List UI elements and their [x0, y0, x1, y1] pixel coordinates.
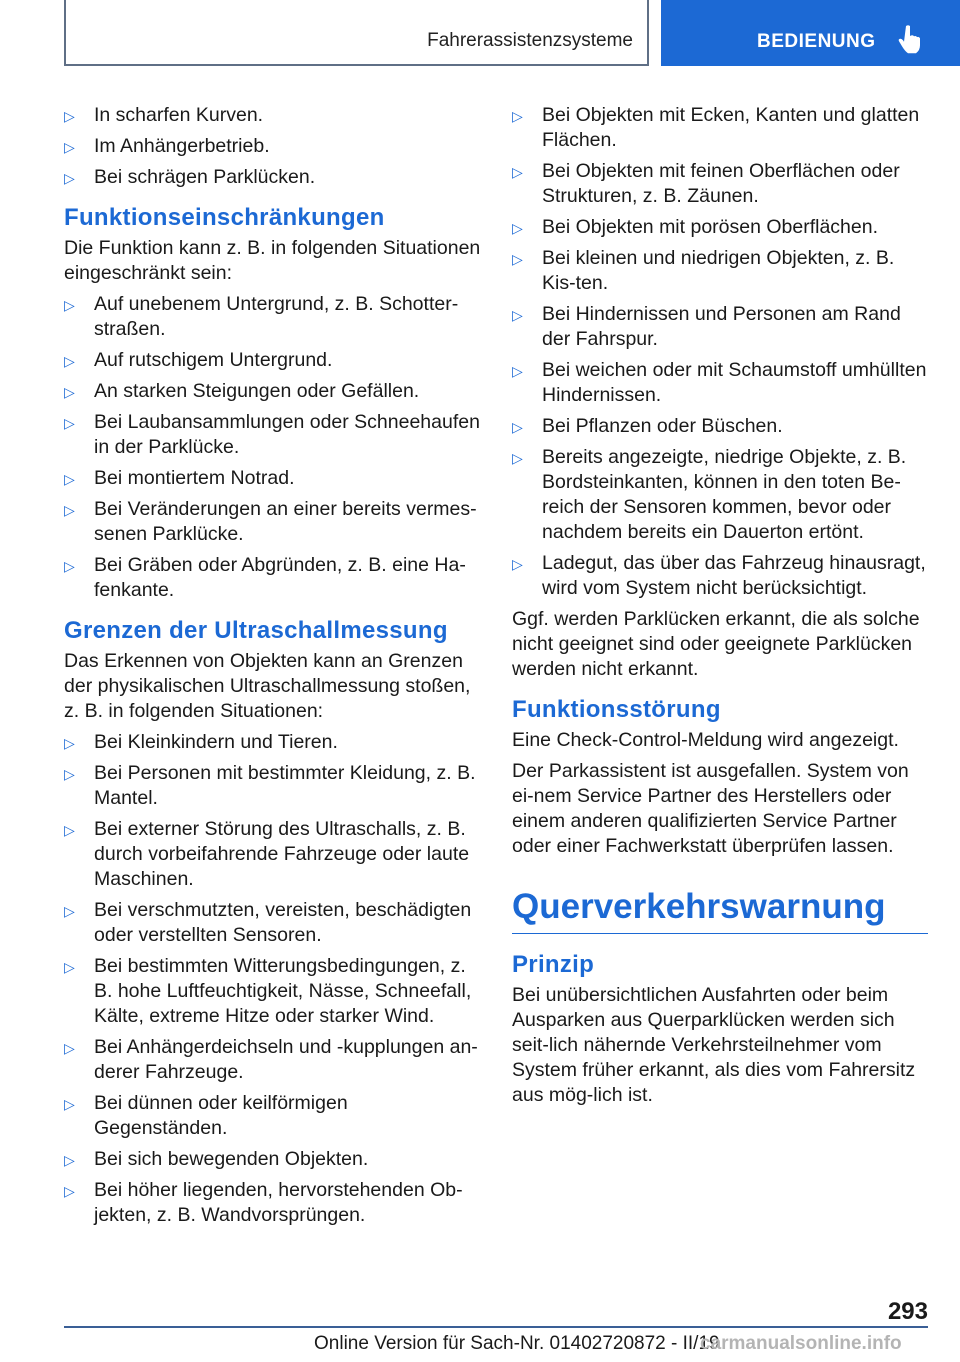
left-column	[64, 103, 482, 1234]
bullet-arrow-icon: ▷	[64, 1040, 75, 1056]
section-title: Fahrerassistenzsysteme	[427, 30, 633, 51]
header-chapter-box[interactable]	[661, 0, 960, 66]
malfunction-heading: Funktionsstörung	[512, 696, 721, 723]
bullet-arrow-icon: ▷	[64, 108, 75, 124]
bullet-arrow-icon: ▷	[64, 1096, 75, 1112]
ultrasonic-intro: Das Erkennen von Objekten kann an Grenzen der physikalischen Ultraschallmessung stoßen, z. B. in folgenden Situationen:	[64, 650, 471, 722]
bullet-arrow-icon: ▷	[64, 903, 75, 919]
chapter-title: BEDIENUNG	[757, 31, 876, 52]
bullet-arrow-icon: ▷	[64, 139, 75, 155]
list-item: ▷ Bei Personen mit bestimmter Kleidung, z. B. Mantel.	[64, 762, 476, 809]
bullet-arrow-icon: ▷	[64, 959, 75, 975]
list-item: ▷ Bereits angezeigte, niedrige Objekte, z. B. Bordsteinkanten, können in den toten Be-reich der Sensoren kommen, bevor oder nachdem bereits ein Dauerton ertönt.	[512, 446, 907, 543]
malfunction-para-2: Der Parkassistent ist ausgefallen. System von ei-nem Service Partner des Herstellers oder einem anderen qualifizierten Service Partner oder einer Fachwerkstatt überprüfen lassen.	[512, 760, 909, 857]
bullet-arrow-icon: ▷	[64, 558, 75, 574]
bullet-arrow-icon: ▷	[64, 353, 75, 369]
list-item: ▷ Bei verschmutzten, vereisten, beschädigten oder verstellten Sensoren.	[64, 899, 472, 946]
page-number: 293	[887, 1298, 928, 1325]
list-item: ▷ Bei bestimmten Witterungsbedingungen, z. B. hohe Luftfeuchtigkeit, Nässe, Schneefall, Kälte, extreme Hitze oder starker Wind.	[64, 955, 472, 1027]
list-item: ▷ Bei höher liegenden, hervorstehenden Ob-jekten, z. B. Wandvorsprüngen.	[64, 1179, 463, 1226]
list-item: ▷ Bei schrägen Parklücken.	[64, 165, 482, 190]
list-item: ▷ Ladegut, das über das Fahrzeug hinausragt, wird vom System nicht berücksichtigt.	[512, 552, 926, 599]
list-item: ▷ Bei dünnen oder keilförmigen Gegenständen.	[64, 1092, 348, 1139]
bullet-arrow-icon: ▷	[512, 556, 523, 572]
list-item: ▷ Bei kleinen und niedrigen Objekten, z. B. Kis-ten.	[512, 247, 895, 294]
list-item: ▷ Auf rutschigem Untergrund.	[64, 348, 482, 373]
objects-bullet-list	[512, 103, 928, 601]
online-version-text: Online Version für Sach-Nr. 01402720872 - II/19	[314, 1333, 720, 1354]
bullet-arrow-icon: ▷	[512, 450, 523, 466]
list-item: ▷ Bei Objekten mit feinen Oberflächen oder Strukturen, z. B. Zäunen.	[512, 160, 900, 207]
list-item: ▷ Bei montiertem Notrad.	[64, 466, 482, 491]
limits-heading: Funktionseinschränkungen	[64, 204, 385, 231]
list-item: ▷ Bei Gräben oder Abgründen, z. B. eine Ha-fenkante.	[64, 554, 466, 601]
bullet-arrow-icon: ▷	[64, 384, 75, 400]
list-item: ▷ Bei Veränderungen an einer bereits vermes-senen Parklücke.	[64, 498, 477, 545]
pointing-hand-icon	[897, 24, 923, 54]
bullet-arrow-icon: ▷	[64, 735, 75, 751]
cross-traffic-title: Querverkehrswarnung	[512, 865, 928, 934]
list-item: ▷ Bei Objekten mit porösen Oberflächen.	[512, 215, 928, 240]
list-item: ▷ In scharfen Kurven.	[64, 103, 482, 128]
bullet-arrow-icon: ▷	[64, 170, 75, 186]
bullet-arrow-icon: ▷	[64, 502, 75, 518]
list-item: ▷ Bei Kleinkindern und Tieren.	[64, 730, 482, 755]
footer-divider	[64, 1326, 928, 1328]
ultrasonic-bullet-list	[64, 730, 482, 1228]
right-column	[512, 103, 928, 1114]
list-item: ▷ Auf unebenem Untergrund, z. B. Schotter-straßen.	[64, 293, 459, 340]
list-item: ▷ Im Anhängerbetrieb.	[64, 134, 482, 159]
bullet-arrow-icon: ▷	[64, 822, 75, 838]
list-item: ▷ Bei Objekten mit Ecken, Kanten und glatten Flächen.	[512, 104, 920, 151]
ultrasonic-heading: Grenzen der Ultraschallmessung	[64, 617, 448, 644]
watermark: carmanualsonline.info	[700, 1333, 902, 1354]
list-item: ▷ Bei Hindernissen und Personen am Rand der Fahrspur.	[512, 303, 901, 350]
bullet-arrow-icon: ▷	[64, 1152, 75, 1168]
limits-bullet-list	[64, 292, 482, 603]
list-item: ▷ An starken Steigungen oder Gefällen.	[64, 379, 482, 404]
bullet-arrow-icon: ▷	[512, 164, 523, 180]
intro-bullet-list	[64, 103, 482, 190]
list-item: ▷ Bei externer Störung des Ultraschalls, z. B. durch vorbeifahrende Fahrzeuge oder laute Maschinen.	[64, 818, 470, 890]
bullet-arrow-icon: ▷	[512, 363, 523, 379]
bullet-arrow-icon: ▷	[512, 220, 523, 236]
detection-note: Ggf. werden Parklücken erkannt, die als solche nicht geeignet sind oder geeignete Parklücken werden nicht erkannt.	[512, 608, 920, 680]
header-section-box	[64, 0, 649, 66]
list-item: ▷ Bei Laubansammlungen oder Schneehaufen in der Parklücke.	[64, 411, 480, 458]
principle-heading: Prinzip	[512, 951, 595, 978]
bullet-arrow-icon: ▷	[64, 1183, 75, 1199]
malfunction-para-1: Eine Check-Control-Meldung wird angezeigt.	[512, 729, 899, 751]
bullet-arrow-icon: ▷	[64, 766, 75, 782]
bullet-arrow-icon: ▷	[64, 415, 75, 431]
principle-text: Bei unübersichtlichen Ausfahrten oder beim Ausparken aus Querparklücken werden sich seit-lich nähernde Verkehrsteilnehmer vom System früher erkannt, als dies vom Fahrersitz aus mög-lich ist.	[512, 984, 916, 1106]
bullet-arrow-icon: ▷	[512, 307, 523, 323]
list-item: ▷ Bei Anhängerdeichseln und -kupplungen an-derer Fahrzeuge.	[64, 1036, 478, 1083]
bullet-arrow-icon: ▷	[512, 251, 523, 267]
bullet-arrow-icon: ▷	[64, 297, 75, 313]
bullet-arrow-icon: ▷	[512, 108, 523, 124]
bullet-arrow-icon: ▷	[64, 471, 75, 487]
limits-intro: Die Funktion kann z. B. in folgenden Situationen eingeschränkt sein:	[64, 237, 481, 284]
list-item: ▷ Bei weichen oder mit Schaumstoff umhüllten Hindernissen.	[512, 359, 927, 406]
list-item: ▷ Bei sich bewegenden Objekten.	[64, 1147, 482, 1172]
bullet-arrow-icon: ▷	[512, 419, 523, 435]
list-item: ▷ Bei Pflanzen oder Büschen.	[512, 414, 928, 439]
